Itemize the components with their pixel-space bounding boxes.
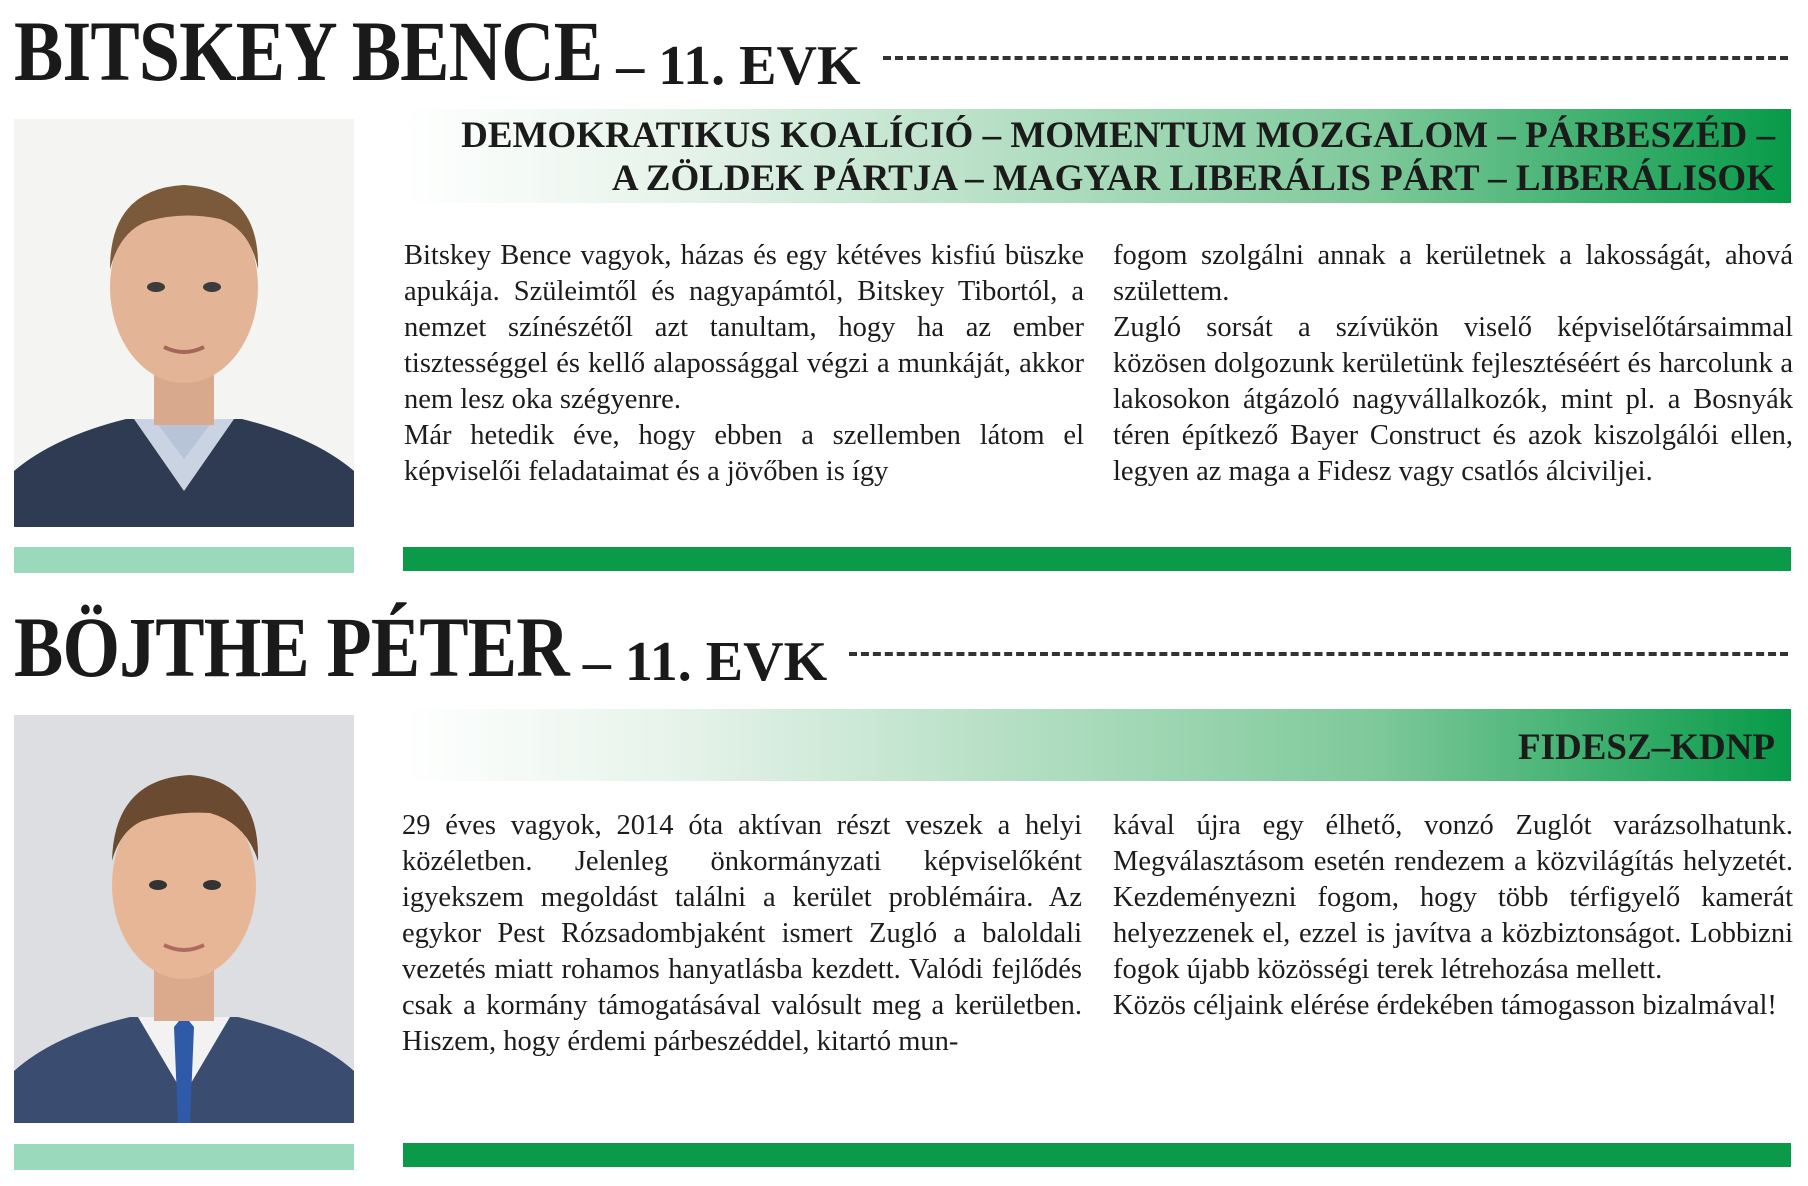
party-banner [403,109,1791,203]
bio-column-2 [1113,238,1793,490]
bio-paragraph: fogom szolgálni annak a kerületnek a lakosságát, ahová születtem. [1113,240,1793,307]
candidate-photo [14,119,354,527]
candidate-title [14,3,1794,99]
party-name-line-1: DEMOKRATIKUS KOALÍCIÓ – MOMENTUM MOZGALOM – PÁRBESZÉD – [461,115,1775,156]
party-banner [403,709,1791,781]
candidate-photo [14,715,354,1123]
bio-paragraph: Bitskey Bence vagyok, házas és egy kétéves kisfiú büszke apukája. Szüleimtől és nagyapámtól, Bitskey Tibortól, a nemzet színészétől azt tanultam, hogy ha az ember tisztességgel és kellő alapossággal végzi a munkáját, akkor nem lesz oka szégyenre. [404,240,1084,415]
bio-column-1 [402,808,1082,1060]
bio-paragraph: Zugló sorsát a szívükön viselő képviselőtársaimmal közösen dolgozunk kerületünk fejlesztéséért és harcolunk a lakosokon átgázoló nagyvállalkozók, mint pl. a Bosnyák téren építkező Bayer Construct és azok kiszolgálói ellen, legyen az maga a Fidesz vagy csatlós álciviljei. [1113,312,1793,487]
bio-paragraph: kával újra egy élhető, vonzó Zuglót varázsolhatunk. Megválasztásom esetén rendezem a közvilágítás helyzetét. Kezdeményezni fogom, hogy több térfigyelő kamerát helyezzenek el, ezzel is javítva a közbiztonságot. Lobbizni fogok újabb közösségi terek létrehozása mellett. [1113,810,1793,985]
district-label: – 11. EVK [582,631,828,693]
bio-paragraph: 29 éves vagyok, 2014 óta aktívan részt veszek a helyi közéletben. Jelenleg önkormányzati képviselőként igyekszem megoldást találni a kerület problémáira. Az egykor Pest Rózsadombjaként ismert Zugló a baloldali vezetés miatt rohamos hanyatlásba kezdett. Valódi fejlődés csak a kormány támogatásával valósult meg a kerületben. Hiszem, hogy érdemi párbeszéddel, kitartó mun- [402,810,1082,1057]
bio-column-2 [1113,808,1793,1024]
bio-column-1 [404,238,1084,490]
title-dashed-rule [849,652,1788,656]
candidate-title [14,599,1794,695]
photo-accent-bar [14,1144,354,1170]
party-name-line-2: A ZÖLDEK PÁRTJA – MAGYAR LIBERÁLIS PÁRT – LIBERÁLISOK [611,158,1775,199]
party-name-line-1: FIDESZ–KDNP [1518,727,1775,768]
bio-paragraph: Közös céljaink elérése érdekében támogasson bizalmával! [1113,990,1777,1021]
candidate-name: BITSKEY BENCE [14,3,603,99]
title-dashed-rule [883,56,1788,60]
section-bottom-bar [403,1143,1791,1167]
photo-accent-bar [14,547,354,573]
bio-paragraph: Már hetedik éve, hogy ebben a szellemben látom el képviselői feladataimat és a jövőben is így [404,420,1084,487]
section-bottom-bar [403,547,1791,571]
district-label: – 11. EVK [616,35,861,97]
candidate-name: BÖJTHE PÉTER [14,599,569,695]
